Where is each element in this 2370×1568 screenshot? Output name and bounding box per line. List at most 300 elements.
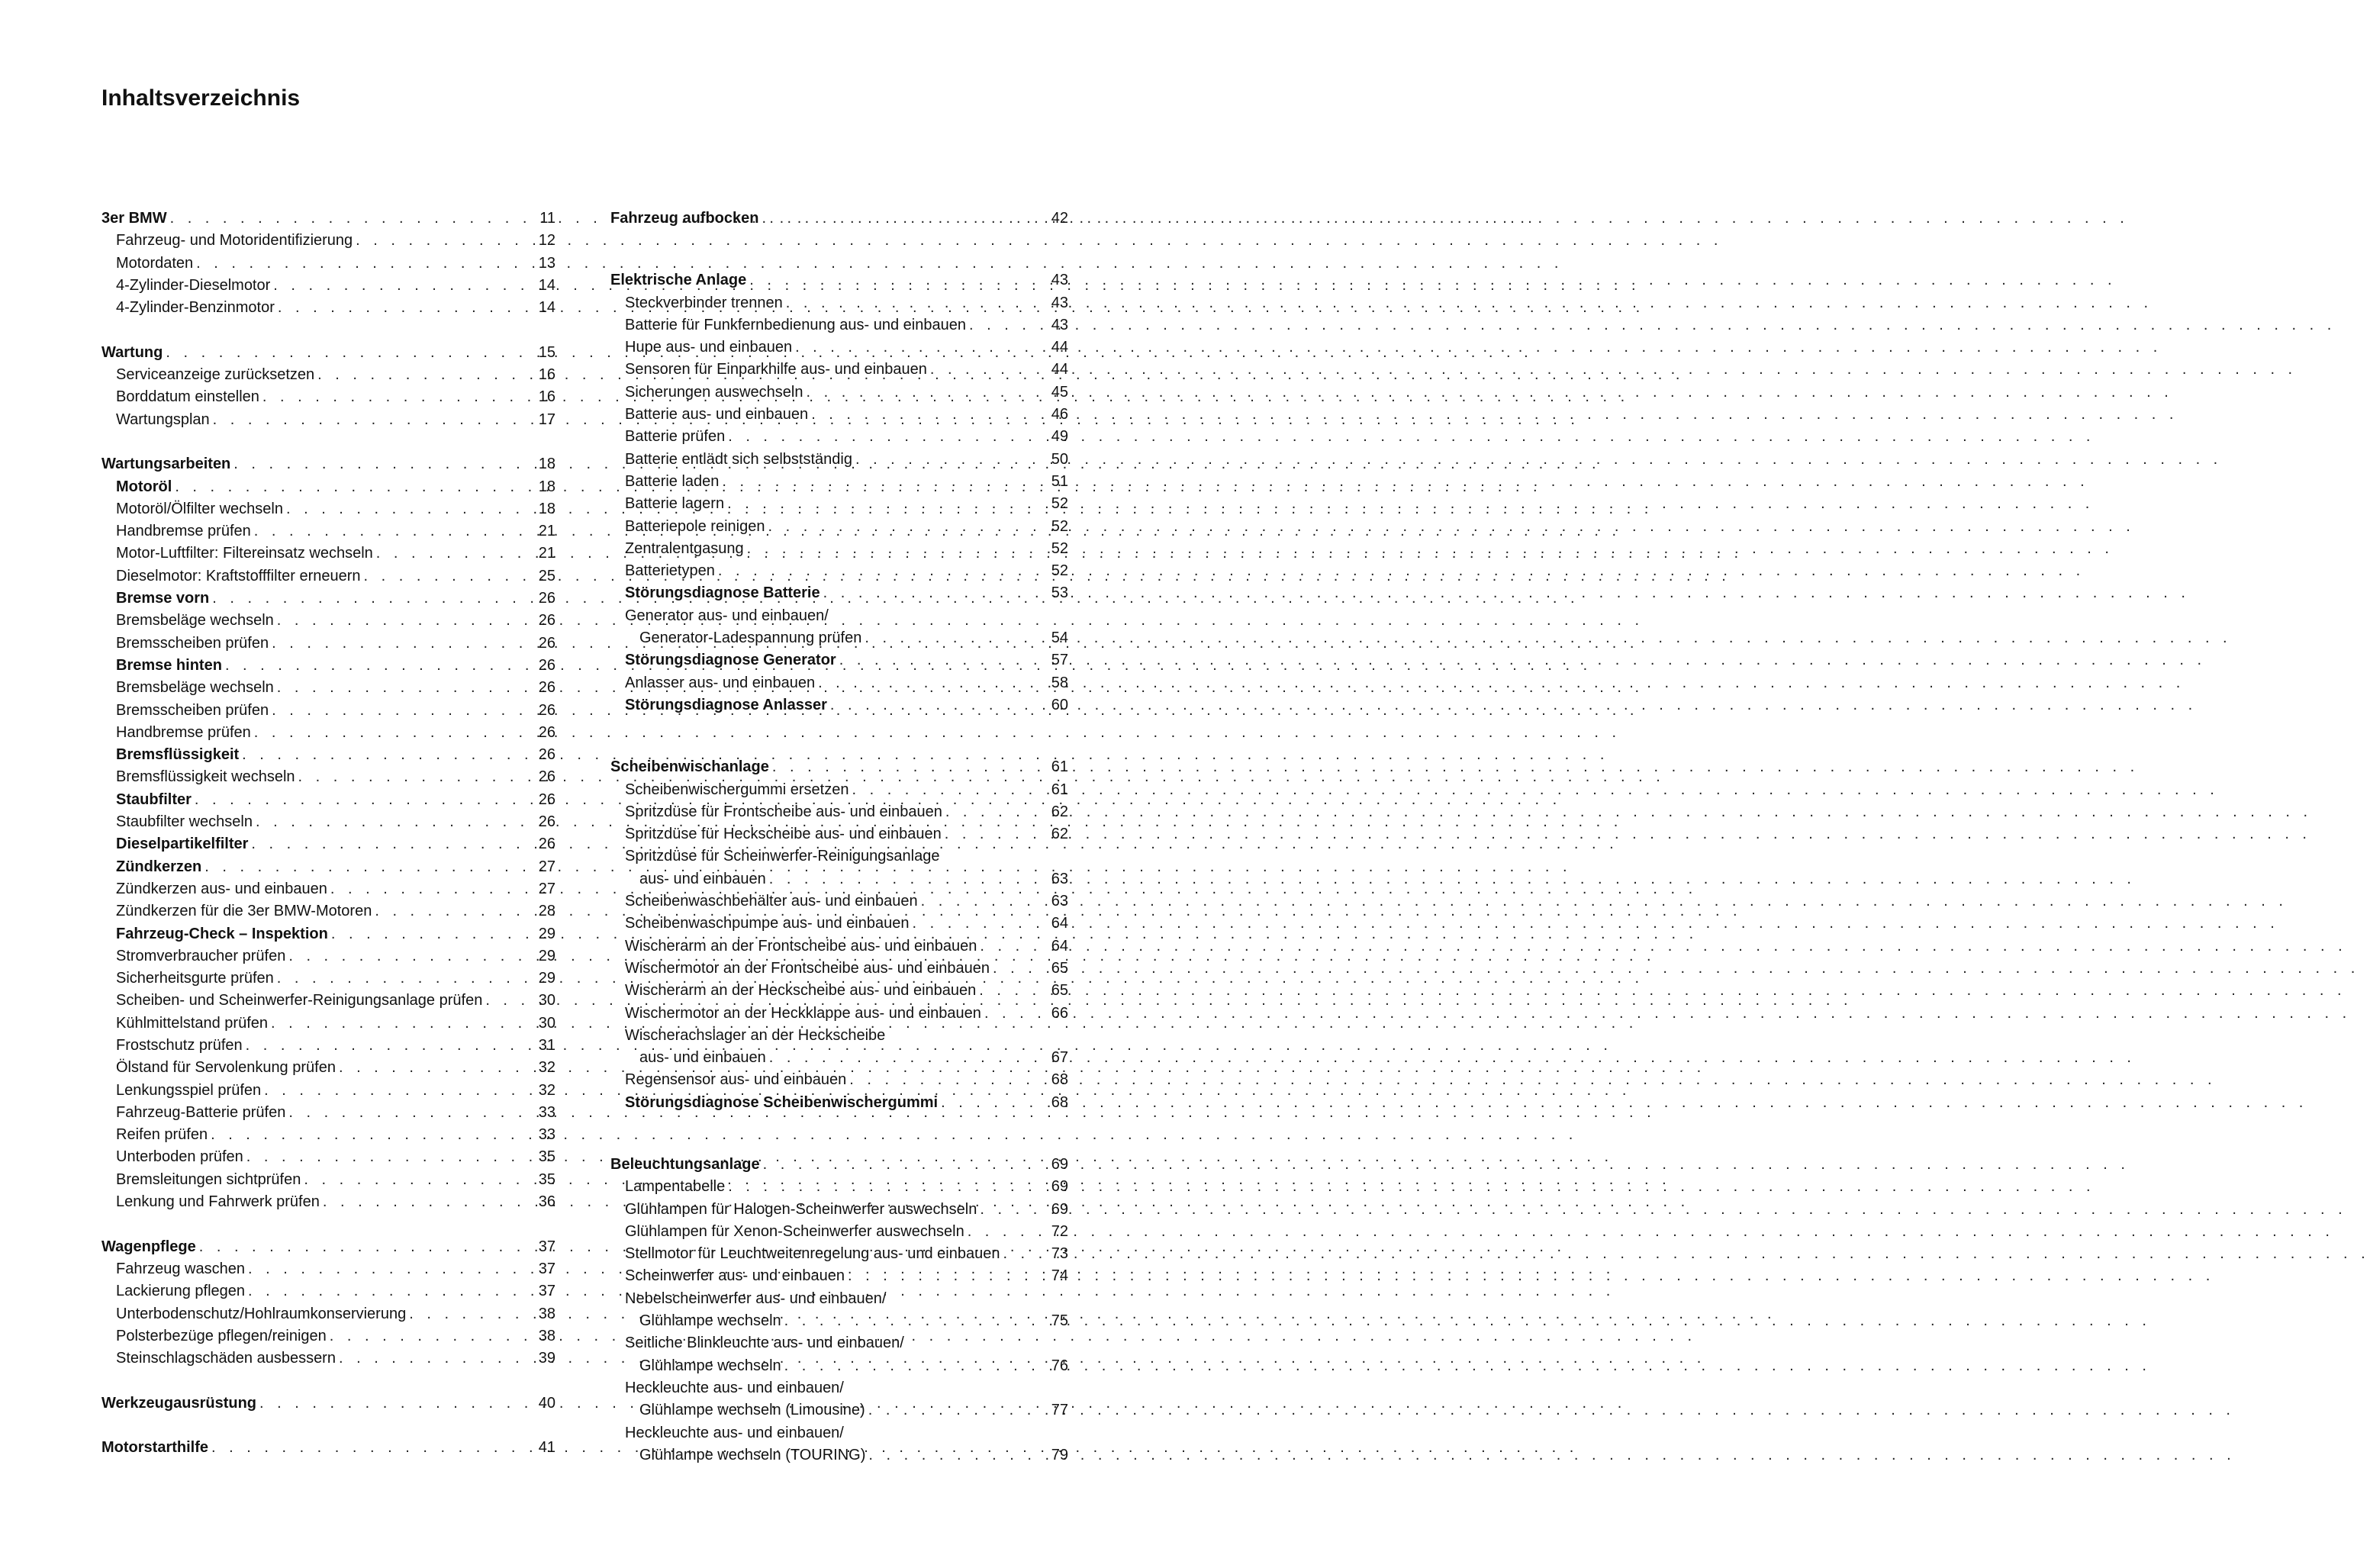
toc-entry[interactable]	[101, 766, 555, 788]
dot-leader	[749, 269, 1047, 291]
toc-entry-label: Bremse hinten	[116, 656, 222, 674]
toc-entry[interactable]	[101, 856, 555, 878]
dot-leader	[762, 208, 1047, 230]
dot-leader	[288, 1102, 534, 1124]
toc-entry[interactable]	[610, 649, 1068, 671]
toc-entry[interactable]	[101, 878, 555, 900]
toc-page-number: 16	[538, 388, 555, 406]
dot-leader	[969, 314, 1047, 336]
dot-leader	[921, 890, 1047, 913]
toc-entry[interactable]	[610, 359, 1068, 381]
dot-leader	[251, 833, 534, 855]
toc-page-number: 65	[1051, 982, 1068, 1000]
toc-entry[interactable]	[101, 722, 555, 744]
toc-page-number: 21	[538, 523, 555, 540]
toc-entry[interactable]	[610, 1399, 1068, 1422]
toc-entry-label: Bremsscheiben prüfen	[116, 701, 269, 719]
dot-leader	[913, 913, 1048, 935]
toc-entry-label: Scheinwerfer aus- und einbauen	[625, 1267, 845, 1285]
toc-page-number: 44	[1051, 339, 1068, 356]
toc-page-number: 39	[538, 1350, 555, 1367]
toc-entry[interactable]	[610, 868, 1068, 890]
toc-page-number: 64	[1051, 937, 1068, 955]
dot-leader	[196, 253, 534, 275]
toc-entry[interactable]	[101, 386, 555, 408]
toc-chapter[interactable]	[101, 342, 555, 364]
toc-entry[interactable]	[610, 292, 1068, 314]
toc-entry[interactable]	[610, 404, 1068, 426]
toc-entry[interactable]	[610, 1355, 1068, 1377]
toc-entry[interactable]	[610, 935, 1068, 958]
toc-chapter[interactable]	[101, 453, 555, 475]
toc-entry-label: Glühlampe wechseln (TOURING)	[639, 1446, 866, 1463]
toc-entry[interactable]	[610, 516, 1068, 538]
toc-entry[interactable]	[610, 605, 1068, 627]
toc-entry-label: Hupe aus- und einbauen	[625, 339, 793, 356]
dot-leader	[409, 1303, 534, 1325]
toc-entry-label: Bremsbeläge wechseln	[116, 679, 274, 697]
toc-page-number: 43	[1051, 294, 1068, 311]
toc-entry-label: Batterie prüfen	[625, 428, 726, 446]
toc-entry[interactable]	[610, 471, 1068, 493]
toc-chapter[interactable]	[610, 756, 1068, 778]
toc-section-3er-bmw	[101, 208, 555, 319]
toc-entry[interactable]	[610, 1176, 1068, 1198]
dot-leader	[273, 275, 534, 297]
toc-chapter[interactable]	[610, 208, 1068, 230]
toc-entry[interactable]	[610, 980, 1068, 1002]
dot-leader	[855, 449, 1047, 471]
toc-entry[interactable]	[101, 633, 555, 655]
toc-entry[interactable]	[610, 1243, 1068, 1265]
toc-page-number: 37	[538, 1238, 555, 1255]
toc-entry-label: 3er BMW	[101, 210, 167, 227]
dot-leader	[246, 1035, 534, 1057]
toc-page-number: 35	[538, 1148, 555, 1166]
dot-leader	[839, 649, 1047, 671]
toc-page-number: 38	[538, 1327, 555, 1344]
toc-entry-label: Wischermotor an der Heckklappe aus- und einbauen	[625, 1004, 981, 1022]
dot-leader	[823, 582, 1047, 604]
toc-page-number: 49	[1051, 428, 1068, 446]
dot-leader	[212, 588, 534, 610]
dot-leader	[769, 868, 1047, 890]
toc-entry-label: aus- und einbauen	[639, 870, 766, 887]
toc-entry-label: Scheibenwaschbehälter aus- und einbauen	[625, 893, 918, 910]
toc-entry-label: Motorstarthilfe	[101, 1439, 208, 1457]
toc-entry[interactable]	[101, 253, 555, 275]
toc-chapter[interactable]	[101, 1393, 555, 1415]
toc-section-beleuchtungsanlage	[610, 1154, 1068, 1467]
dot-leader	[246, 1146, 534, 1168]
toc-entry[interactable]	[610, 560, 1068, 582]
dot-leader	[784, 1355, 1047, 1377]
dot-leader	[199, 1236, 534, 1258]
toc-entry[interactable]	[101, 655, 555, 677]
dot-leader	[848, 1265, 1047, 1287]
toc-page-number: 14	[538, 276, 555, 294]
dot-leader	[213, 409, 534, 431]
toc-entry[interactable]	[610, 1069, 1068, 1091]
toc-page-number: 63	[1051, 893, 1068, 910]
toc-entry-label: Batterietypen	[625, 562, 715, 580]
toc-entry[interactable]	[610, 1092, 1068, 1114]
dot-leader	[331, 923, 534, 945]
dot-leader	[330, 878, 534, 900]
toc-entry[interactable]	[610, 449, 1068, 471]
toc-entry[interactable]	[101, 297, 555, 319]
toc-page-number: 37	[538, 1283, 555, 1300]
toc-entry-label: Heckleuchte aus- und einbauen/	[625, 1379, 844, 1396]
toc-entry[interactable]	[610, 913, 1068, 935]
toc-page-number: 68	[1051, 1071, 1068, 1089]
toc-entry[interactable]	[101, 610, 555, 632]
toc-page-number: 60	[1051, 696, 1068, 713]
dot-leader	[979, 980, 1047, 1002]
toc-page-number: 26	[538, 634, 555, 652]
toc-entry[interactable]	[610, 1221, 1068, 1243]
toc-entry[interactable]	[610, 627, 1068, 649]
toc-page-number: 41	[538, 1439, 555, 1457]
toc-entry[interactable]	[101, 945, 555, 968]
dot-leader	[233, 453, 534, 475]
dot-leader	[768, 516, 1047, 538]
toc-entry[interactable]	[101, 789, 555, 811]
toc-entry[interactable]	[101, 520, 555, 543]
toc-entry[interactable]	[101, 677, 555, 699]
toc-entry[interactable]	[101, 1013, 555, 1035]
toc-entry-label: Motordaten	[116, 254, 194, 272]
toc-entry-label: Bremsscheiben prüfen	[116, 634, 269, 652]
toc-entry-label: Batterie für Funkfernbedienung aus- und einbauen	[625, 316, 966, 333]
toc-entry[interactable]	[101, 1035, 555, 1057]
toc-column-right	[610, 208, 1068, 1467]
dot-leader	[259, 1393, 534, 1415]
toc-entry[interactable]	[101, 1325, 555, 1347]
toc-entry[interactable]	[101, 498, 555, 520]
toc-page-number: 26	[538, 723, 555, 741]
toc-page-number: 53	[1051, 584, 1068, 602]
toc-entry-label: 4-Zylinder-Benzinmotor	[116, 299, 275, 317]
toc-page-number: 26	[538, 656, 555, 674]
toc-page-number: 27	[538, 858, 555, 875]
dot-leader	[747, 538, 1047, 560]
toc-entry[interactable]	[101, 1124, 555, 1146]
toc-entry-label: Wischermotor an der Frontscheibe aus- und einbauen	[625, 959, 990, 977]
toc-entry-label: Spritzdüse für Frontscheibe aus- und einbauen	[625, 803, 942, 820]
toc-entry[interactable]	[101, 1303, 555, 1325]
toc-section-wartung	[101, 342, 555, 431]
toc-entry[interactable]	[610, 694, 1068, 716]
toc-page-number: 58	[1051, 674, 1068, 691]
dot-leader	[763, 1154, 1047, 1176]
toc-entry[interactable]	[101, 588, 555, 610]
toc-entry[interactable]	[101, 275, 555, 297]
dot-leader	[980, 935, 1047, 958]
toc-entry-label: Stromverbraucher prüfen	[116, 947, 286, 964]
toc-page-number: 64	[1051, 915, 1068, 932]
toc-entry-label: Fahrzeug- und Motoridentifizierung	[116, 232, 353, 250]
toc-page-number: 17	[538, 411, 555, 428]
toc-page-number: 73	[1051, 1245, 1068, 1263]
toc-entry[interactable]	[101, 476, 555, 498]
toc-entry[interactable]	[610, 1288, 1068, 1310]
toc-entry[interactable]	[101, 744, 555, 766]
dot-leader	[1003, 1243, 1047, 1265]
toc-page-number: 15	[538, 343, 555, 361]
toc-entry-label: Glühlampen für Xenon-Scheinwerfer auswechseln	[625, 1222, 964, 1240]
dot-leader	[795, 336, 1047, 359]
toc-entry-label: Scheibenwischergummi ersetzen	[625, 781, 849, 798]
dot-leader	[865, 627, 1047, 649]
dot-leader	[728, 426, 1047, 448]
dot-leader	[272, 700, 534, 722]
toc-chapter[interactable]	[101, 208, 555, 230]
dot-leader	[254, 520, 534, 543]
dot-leader	[984, 1003, 1047, 1025]
toc-entry-label: Bremsflüssigkeit	[116, 746, 240, 764]
dot-leader	[830, 694, 1047, 716]
toc-entry[interactable]	[610, 1265, 1068, 1287]
toc-entry-label: Wartungsplan	[116, 411, 210, 428]
toc-entry-label: 4-Zylinder-Dieselmotor	[116, 276, 271, 294]
toc-entry-label: Glühlampe wechseln	[639, 1312, 781, 1330]
toc-page-number: 61	[1051, 781, 1068, 798]
toc-entry-label: Motor-Luftfilter: Filtereinsatz wechseln	[116, 545, 373, 562]
toc-entry-label: Sicherungen auswechseln	[625, 383, 803, 401]
dot-leader	[271, 1013, 534, 1035]
dot-leader	[278, 297, 534, 319]
toc-entry-label: Generator aus- und einbauen/	[625, 607, 829, 624]
toc-entry-label: Zentralentgasung	[625, 539, 744, 557]
toc-page-number: 31	[538, 1036, 555, 1054]
dot-leader	[317, 364, 534, 386]
toc-entry-label: Dieselmotor: Kraftstofffilter erneuern	[116, 567, 361, 584]
dot-leader	[339, 1347, 534, 1370]
toc-entry[interactable]	[610, 426, 1068, 448]
dot-leader	[727, 493, 1047, 515]
toc-page-number: 65	[1051, 959, 1068, 977]
toc-entry-label: Scheiben- und Scheinwerfer-Reinigungsanlage prüfen	[116, 992, 483, 1009]
dot-leader	[930, 359, 1047, 381]
toc-entry-label: Beleuchtungsanlage	[610, 1155, 760, 1173]
toc-entry[interactable]	[610, 1310, 1068, 1332]
toc-entry[interactable]	[101, 700, 555, 722]
toc-entry[interactable]	[610, 314, 1068, 336]
toc-entry[interactable]	[610, 1377, 1068, 1399]
toc-entry[interactable]	[101, 1169, 555, 1191]
toc-entry[interactable]	[101, 230, 555, 252]
toc-page-number: 44	[1051, 361, 1068, 378]
toc-entry[interactable]	[101, 565, 555, 588]
toc-entry-label: Batterie lagern	[625, 495, 725, 513]
toc-entry-label: Glühlampe wechseln (Limousine)	[639, 1402, 865, 1419]
dot-leader	[225, 655, 534, 677]
toc-entry-label: Ölstand für Servolenkung prüfen	[116, 1059, 336, 1077]
toc-entry-label: Batterie entlädt sich selbstständig	[625, 450, 852, 468]
dot-leader	[364, 565, 534, 588]
toc-entry[interactable]	[101, 900, 555, 922]
toc-entry-label: Stellmotor für Leuchtweitenregelung aus- und einbauen	[625, 1245, 1000, 1263]
toc-page-number: 26	[538, 679, 555, 697]
dot-leader	[254, 722, 534, 744]
toc-entry-label: Batterie aus- und einbauen	[625, 406, 809, 423]
toc-entry-label: Zündkerzen aus- und einbauen	[116, 880, 327, 897]
toc-entry[interactable]	[610, 1444, 1068, 1467]
dot-leader	[849, 1069, 1047, 1091]
toc-entry-label: Unterboden prüfen	[116, 1148, 243, 1166]
toc-entry-label: Fahrzeug waschen	[116, 1260, 245, 1277]
dot-leader	[728, 1176, 1047, 1198]
toc-entry[interactable]	[610, 582, 1068, 604]
dot-leader	[811, 404, 1047, 426]
toc-entry-label: Störungsdiagnose Generator	[625, 652, 836, 669]
dot-leader	[272, 633, 534, 655]
toc-entry[interactable]	[101, 1057, 555, 1079]
toc-entry-label: Glühlampe wechseln	[639, 1357, 781, 1374]
toc-entry[interactable]	[610, 672, 1068, 694]
dot-leader	[868, 1444, 1047, 1467]
toc-entry-label: Elektrische Anlage	[610, 272, 747, 289]
toc-entry[interactable]	[610, 1047, 1068, 1069]
toc-entry-label: Motoröl	[116, 478, 172, 495]
toc-section-werkzeugausruestung	[101, 1393, 555, 1415]
dot-leader	[256, 811, 534, 833]
dot-leader	[807, 382, 1048, 404]
toc-entry-label: Seitliche Blinkleuchte aus- und einbauen/	[625, 1335, 904, 1352]
toc-entry[interactable]	[610, 823, 1068, 845]
toc-entry[interactable]	[610, 1199, 1068, 1221]
dot-leader	[993, 958, 1047, 980]
toc-page-number: 29	[538, 925, 555, 942]
toc-entry-label: Bremsflüssigkeit wechseln	[116, 768, 295, 786]
toc-entry[interactable]	[101, 923, 555, 945]
toc-entry[interactable]	[610, 336, 1068, 359]
toc-page-number: 45	[1051, 383, 1068, 401]
toc-page-number: 13	[538, 254, 555, 272]
toc-entry[interactable]	[610, 1332, 1068, 1354]
toc-entry-label: Anlasser aus- und einbauen	[625, 674, 816, 691]
toc-chapter[interactable]	[610, 1154, 1068, 1176]
toc-entry[interactable]	[101, 1102, 555, 1124]
toc-entry[interactable]	[610, 538, 1068, 560]
dot-leader	[945, 801, 1047, 823]
toc-page-number: 35	[538, 1170, 555, 1188]
toc-entry[interactable]	[610, 382, 1068, 404]
toc-entry[interactable]	[610, 890, 1068, 913]
toc-page-number: 52	[1051, 495, 1068, 513]
toc-entry-label: Fahrzeug-Check – Inspektion	[116, 925, 328, 942]
toc-entry-label: Kühlmittelstand prüfen	[116, 1014, 269, 1032]
toc-page-number: 18	[538, 478, 555, 495]
toc-entry[interactable]	[610, 1025, 1068, 1047]
toc-page-number: 25	[538, 567, 555, 584]
toc-page-number: 43	[1051, 272, 1068, 289]
dot-leader	[722, 471, 1047, 493]
toc-entry[interactable]	[101, 968, 555, 990]
toc-entry[interactable]	[610, 1422, 1068, 1444]
dot-leader	[980, 1199, 1047, 1221]
toc-page-number: 16	[538, 366, 555, 384]
toc-entry[interactable]	[610, 845, 1068, 868]
toc-page-number: 26	[538, 836, 555, 853]
toc-section-elektrische-anlage	[610, 269, 1068, 716]
toc-entry-label: Wischerarm an der Heckscheibe aus- und einbauen	[625, 982, 977, 1000]
toc-section-fahrzeug-aufbocken	[610, 208, 1068, 230]
toc-entry-label: Bremsleitungen sichtprüfen	[116, 1170, 301, 1188]
page-title: Inhaltsverzeichnis	[101, 85, 301, 111]
dot-leader	[968, 1221, 1047, 1243]
toc-page-number: 52	[1051, 562, 1068, 580]
toc-entry[interactable]	[101, 1080, 555, 1102]
toc-entry-label: Batteriepole reinigen	[625, 517, 765, 535]
toc-entry[interactable]	[610, 1003, 1068, 1025]
dot-leader	[248, 1258, 534, 1280]
toc-page-number: 29	[538, 947, 555, 964]
toc-entry-label: Staubfilter	[116, 790, 192, 808]
toc-entry[interactable]	[101, 1258, 555, 1280]
toc-entry[interactable]	[610, 801, 1068, 823]
toc-page-number: 62	[1051, 826, 1068, 843]
toc-entry[interactable]	[101, 364, 555, 386]
toc-page-number: 77	[1051, 1402, 1068, 1419]
dot-leader	[264, 1080, 534, 1102]
toc-column-left	[101, 208, 555, 1460]
toc-entry[interactable]	[101, 1347, 555, 1370]
toc-chapter[interactable]	[610, 269, 1068, 291]
toc-entry[interactable]	[101, 811, 555, 833]
toc-entry-label: Dieselpartikelfilter	[116, 836, 249, 853]
toc-entry-label: Glühlampen für Halogen-Scheinwerfer auswechseln	[625, 1200, 977, 1218]
dot-leader	[330, 1325, 534, 1347]
toc-entry-label: Störungsdiagnose Batterie	[625, 584, 820, 602]
toc-entry[interactable]	[101, 1280, 555, 1302]
toc-page-number: 43	[1051, 316, 1068, 333]
toc-entry[interactable]	[101, 543, 555, 565]
dot-leader	[718, 560, 1047, 582]
toc-page-number: 79	[1051, 1446, 1068, 1463]
dot-leader	[868, 1399, 1047, 1422]
toc-entry[interactable]	[610, 958, 1068, 980]
toc-page-number: 62	[1051, 803, 1068, 820]
toc-chapter[interactable]	[101, 1437, 555, 1459]
toc-page-number: 40	[538, 1394, 555, 1412]
dot-leader	[298, 766, 534, 788]
toc-page-number: 36	[538, 1193, 555, 1211]
toc-page-number: 61	[1051, 758, 1068, 776]
dot-leader	[339, 1057, 534, 1079]
toc-page-number: 75	[1051, 1312, 1068, 1330]
toc-page-number: 26	[538, 746, 555, 764]
toc-section-motorstarthilfe	[101, 1437, 555, 1459]
toc-entry[interactable]	[101, 1191, 555, 1213]
toc-entry[interactable]	[101, 409, 555, 431]
toc-entry[interactable]	[610, 779, 1068, 801]
toc-entry[interactable]	[610, 493, 1068, 515]
toc-entry-label: Werkzeugausrüstung	[101, 1394, 256, 1412]
toc-page-number: 69	[1051, 1155, 1068, 1173]
toc-entry[interactable]	[101, 1146, 555, 1168]
toc-section-scheibenwischanlage	[610, 756, 1068, 1114]
toc-entry[interactable]	[101, 833, 555, 855]
toc-page-number: 18	[538, 500, 555, 517]
toc-page-number: 28	[538, 903, 555, 920]
toc-entry-label: Regensensor aus- und einbauen	[625, 1071, 847, 1089]
toc-entry[interactable]	[101, 990, 555, 1012]
dot-leader	[170, 208, 534, 230]
toc-chapter[interactable]	[101, 1236, 555, 1258]
dot-leader	[277, 677, 534, 699]
